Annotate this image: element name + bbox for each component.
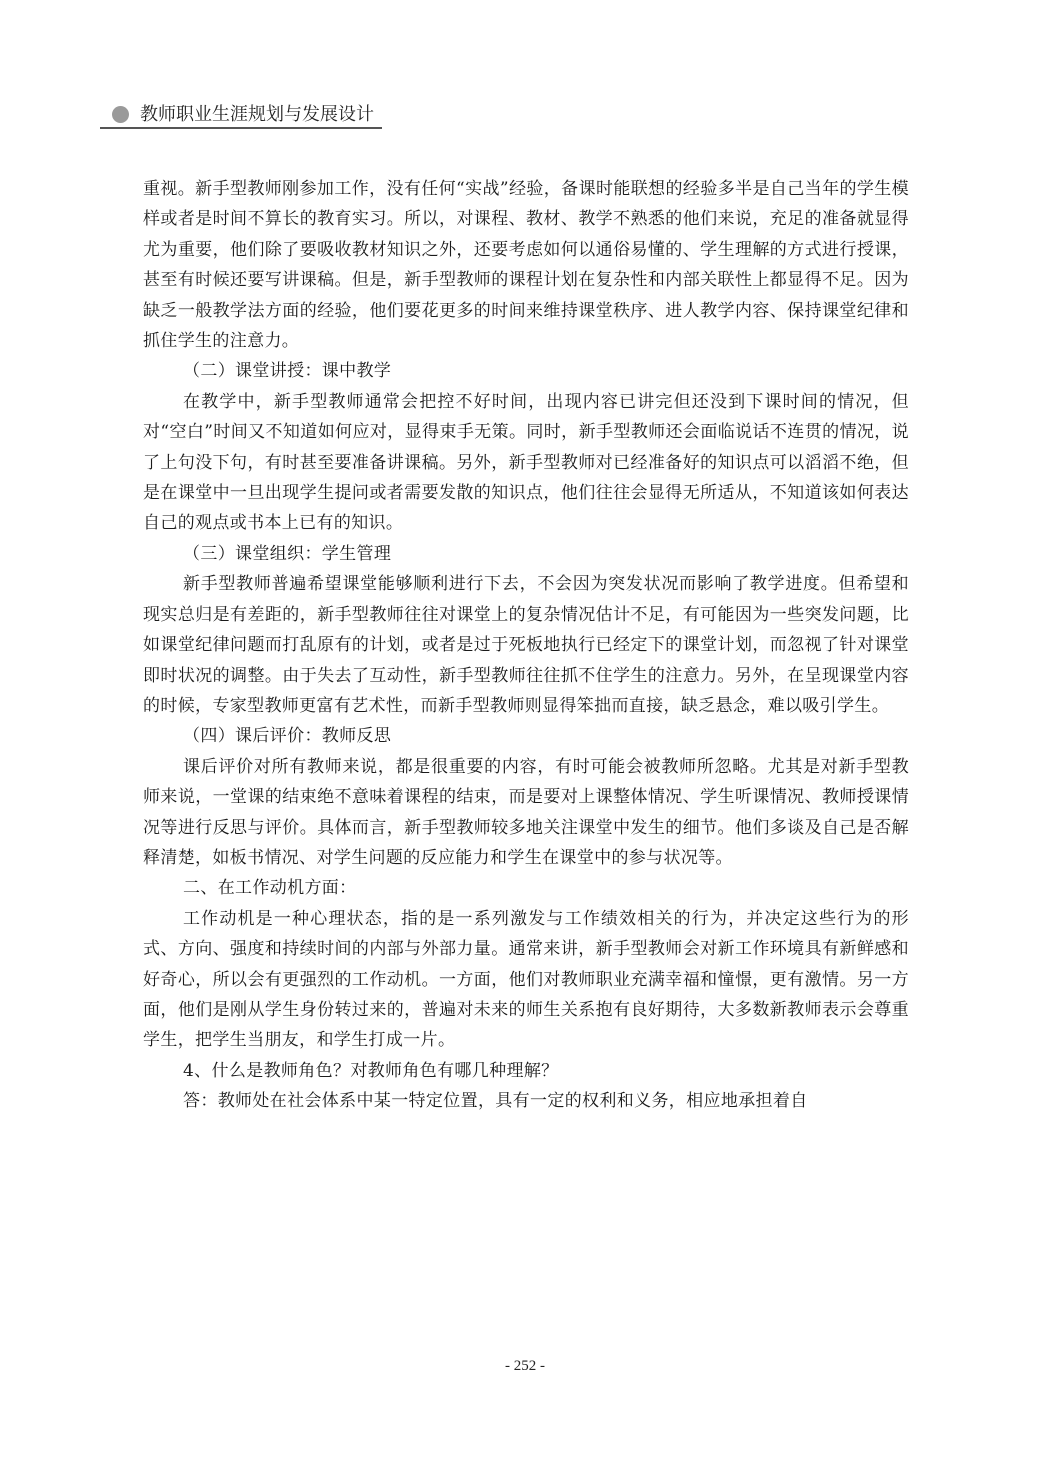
page-number: - 252 - [505,1358,545,1374]
header-rule [100,127,382,129]
paragraph-evaluation: 课后评价对所有教师来说，都是很重要的内容，有时可能会被教师所忽略。尤其是对新手型教师来说，一堂课的结束绝不意味着课程的结束，而是要对上课整体情况、学生听课情况、教师授课情况等进行反思与评价。具体而言，新手型教师较多地关注课堂中发生的细节。他们多谈及自己是否解释清楚，如板书情况、对学生问题的反应能力和学生在课堂中的参与状况等。 [143,756,909,868]
subheading-work-motivation: 二、在工作动机方面： [183,878,357,899]
paragraph-motivation: 工作动机是一种心理状态，指的是一系列激发与工作绩效相关的行为，并决定这些行为的形式、方向、强度和持续时间的内部与外部力量。通常来讲，新手型教师会对新工作环境具有新鲜感和好奇心，所以会有更强烈的工作动机。一方面，他们对教师职业充满幸福和憧憬，更有激情。另一方面，他们是刚从学生身份转过来的，普遍对未来的师生关系抱有良好期待，大多数新教师表示会尊重学生，把学生当朋友，和学生打成一片。 [143,908,909,1051]
paragraph-teaching: 在教学中，新手型教师通常会把控不好时间，出现内容已讲完但还没到下课时间的情况，但对“空白”时间又不知道如何应对，显得束手无策。同时，新手型教师还会面临说话不连贯的情况，说了上句没下句，有时甚至要准备讲课稿。另外，新手型教师对已经准备好的知识点可以滔滔不绝，但是在课堂中一旦出现学生提问或者需要发散的知识点，他们往往会显得无所适从，不知道该如何表达自己的观点或书本上已有的知识。 [143,391,909,534]
subheading-classroom-organization: （三）课堂组织：学生管理 [183,543,392,564]
paragraph-continued: 重视。新手型教师刚参加工作，没有任何“实战”经验，备课时能联想的经验多半是自己当年的学生模样或者是时间不算长的教育实习。所以，对课程、教材、教学不熟悉的他们来说，充足的准备就显得尤为重要，他们除了要吸收教材知识之外，还要考虑如何以通俗易懂的、学生理解的方式进行授课，甚至有时候还要写讲课稿。但是，新手型教师的课程计划在复杂性和内部关联性上都显得不足。因为缺乏一般教学法方面的经验，他们要花更多的时间来维持课堂秩序、进人教学内容、保持课堂纪律和抓住学生的注意力。 [143,179,909,352]
answer-teacher-role: 答：教师处在社会体系中某一特定位置，具有一定的权利和义务，相应地承担着自 [183,1091,808,1112]
subheading-classroom-teaching: （二）课堂讲授：课中教学 [183,361,392,382]
subheading-after-class-evaluation: （四）课后评价：教师反思 [183,726,392,747]
question-teacher-role: 4、什么是教师角色？对教师角色有哪几种理解？ [183,1060,559,1081]
body-text [143,174,909,1117]
header-bullet-icon [112,106,129,123]
running-header [100,102,382,130]
header-title: 教师职业生涯规划与发展设计 [140,104,374,125]
paragraph-organization: 新手型教师普遍希望课堂能够顺利进行下去，不会因为突发状况而影响了教学进度。但希望和现实总归是有差距的，新手型教师往往对课堂上的复杂情况估计不足，有可能因为一些突发问题，比如课堂纪律问题而打乱原有的计划，或者是过于死板地执行已经定下的课堂计划，而忽视了针对课堂即时状况的调整。由于失去了互动性，新手型教师往往抓不住学生的注意力。另外，在呈现课堂内容的时候，专家型教师更富有艺术性，而新手型教师则显得笨拙而直接，缺乏悬念，难以吸引学生。 [143,574,909,716]
